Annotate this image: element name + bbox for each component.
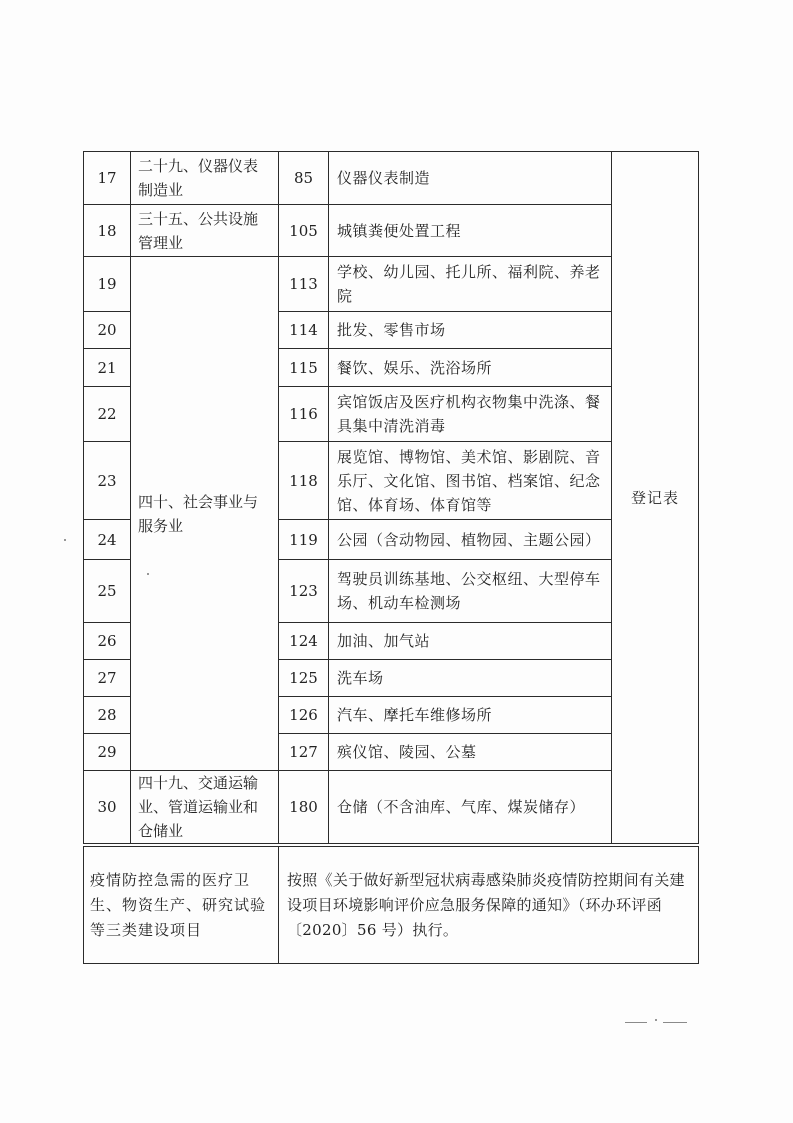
project-name: 餐饮、娱乐、洗浴场所 bbox=[329, 349, 612, 387]
scan-artifact bbox=[655, 1019, 657, 1021]
row-number: 18 bbox=[84, 205, 131, 257]
project-name: 城镇粪便处置工程 bbox=[329, 205, 612, 257]
scan-artifact bbox=[64, 539, 66, 541]
industry-category: 四十九、交通运输业、管道运输业和仓储业 bbox=[131, 771, 279, 844]
industry-category: 二十九、仪器仪表制造业 bbox=[131, 152, 279, 205]
project-name: 仪器仪表制造 bbox=[329, 152, 612, 205]
row-number: 21 bbox=[84, 349, 131, 387]
row-number: 19 bbox=[84, 257, 131, 312]
row-number: 27 bbox=[84, 660, 131, 697]
table-row bbox=[84, 771, 699, 844]
item-code: 125 bbox=[279, 660, 329, 697]
table-row bbox=[84, 152, 699, 205]
project-name: 洗车场 bbox=[329, 660, 612, 697]
project-name: 批发、零售市场 bbox=[329, 312, 612, 349]
project-name: 加油、加气站 bbox=[329, 623, 612, 660]
item-code: 123 bbox=[279, 560, 329, 623]
table-row bbox=[84, 205, 699, 257]
table-row bbox=[84, 257, 699, 312]
item-code: 85 bbox=[279, 152, 329, 205]
item-code: 113 bbox=[279, 257, 329, 312]
project-name: 展览馆、博物馆、美术馆、影剧院、音乐厅、文化馆、图书馆、档案馆、纪念馆、体育场、体育馆等 bbox=[329, 442, 612, 520]
scan-artifact bbox=[663, 1022, 687, 1023]
item-code: 124 bbox=[279, 623, 329, 660]
item-code: 118 bbox=[279, 442, 329, 520]
project-classification-table bbox=[83, 151, 699, 844]
row-number: 25 bbox=[84, 560, 131, 623]
row-number: 23 bbox=[84, 442, 131, 520]
item-code: 126 bbox=[279, 697, 329, 734]
epidemic-projects-label: 疫情防控急需的医疗卫生、物资生产、研究试验等三类建设项目 bbox=[84, 847, 279, 964]
project-name: 仓储（不含油库、气库、煤炭储存） bbox=[329, 771, 612, 844]
epidemic-projects-rule: 按照《关于做好新型冠状病毒感染肺炎疫情防控期间有关建设项目环境影响评价应急服务保障的通知》（环办环评函〔2020〕56 号）执行。 bbox=[279, 847, 699, 964]
row-number: 28 bbox=[84, 697, 131, 734]
project-name: 驾驶员训练基地、公交枢纽、大型停车场、机动车检测场 bbox=[329, 560, 612, 623]
scan-artifact bbox=[625, 1022, 647, 1023]
row-number: 30 bbox=[84, 771, 131, 844]
item-code: 114 bbox=[279, 312, 329, 349]
project-name: 汽车、摩托车维修场所 bbox=[329, 697, 612, 734]
epidemic-projects-table bbox=[83, 846, 699, 964]
project-name: 公园（含动物园、植物园、主题公园） bbox=[329, 520, 612, 560]
project-name: 宾馆饭店及医疗机构衣物集中洗涤、餐具集中清洗消毒 bbox=[329, 387, 612, 442]
project-name: 学校、幼儿园、托儿所、福利院、养老院 bbox=[329, 257, 612, 312]
row-number: 26 bbox=[84, 623, 131, 660]
table-row bbox=[84, 847, 699, 964]
row-number: 29 bbox=[84, 734, 131, 771]
row-number: 24 bbox=[84, 520, 131, 560]
row-number: 22 bbox=[84, 387, 131, 442]
project-name: 殡仪馆、陵园、公墓 bbox=[329, 734, 612, 771]
item-code: 116 bbox=[279, 387, 329, 442]
row-number: 20 bbox=[84, 312, 131, 349]
item-code: 119 bbox=[279, 520, 329, 560]
scan-artifact bbox=[147, 573, 149, 575]
item-code: 127 bbox=[279, 734, 329, 771]
industry-category: 三十五、公共设施管理业 bbox=[131, 205, 279, 257]
item-code: 115 bbox=[279, 349, 329, 387]
industry-category-merged: 四十、社会事业与服务业 bbox=[131, 257, 279, 771]
item-code: 105 bbox=[279, 205, 329, 257]
registration-form-cell: 登记表 bbox=[612, 152, 699, 844]
row-number: 17 bbox=[84, 152, 131, 205]
item-code: 180 bbox=[279, 771, 329, 844]
